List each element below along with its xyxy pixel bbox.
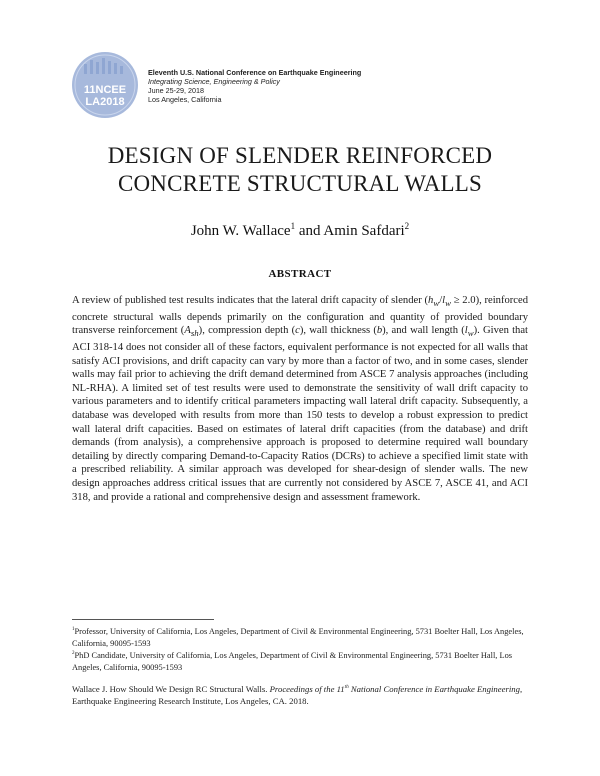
author-2: Amin Safdari bbox=[323, 223, 405, 239]
citation-tail: , Earthquake Engineering Research Institute, Los Angeles, CA. 2018. bbox=[72, 684, 523, 707]
footnote-2-text: PhD Candidate, University of California, Los Angeles, Department of Civil & Environmental Engineering, 5731 Boelter Hall, Los Angeles, California, 90095-1593 bbox=[72, 651, 513, 672]
paper-title bbox=[0, 142, 600, 198]
author-1-footnote-mark: 1 bbox=[290, 221, 296, 231]
conference-title: Eleventh U.S. National Conference on Earthquake Engineering bbox=[148, 68, 362, 77]
citation-proceedings: Proceedings of the 11th National Conference in Earthquake Engineering bbox=[269, 684, 520, 694]
symbol-slash: / bbox=[439, 295, 443, 306]
abstract-body bbox=[72, 294, 528, 504]
symbol-lw: $l_w$ bbox=[442, 295, 452, 309]
aspect-ratio-value: ≥ 2.0 bbox=[451, 295, 476, 306]
symbol-lw-2: $l_w$ bbox=[464, 325, 474, 339]
author-list bbox=[0, 222, 600, 240]
footnote-1 bbox=[72, 626, 532, 650]
author-1: John W. Wallace bbox=[190, 223, 291, 239]
footnote-1-text: Professor, University of California, Los Angeles, Department of Civil & Environmental Engineering, 5731 Boelter Hall, Los Angeles, California, 90095-1593 bbox=[72, 627, 524, 648]
paper-title-line1: DESIGN OF SLENDER REINFORCED bbox=[107, 143, 493, 168]
paper-title-line2: CONCRETE STRUCTURAL WALLS bbox=[117, 171, 483, 196]
logo-text-line1: 11NCEE bbox=[83, 84, 127, 96]
abstract-text-1: A review of published test results indicates that the lateral drift capacity of slender ( bbox=[72, 295, 429, 306]
logo-text-line2: LA2018 bbox=[85, 96, 125, 108]
footnote-1-mark: 1 bbox=[72, 627, 75, 633]
conference-subtitle: Integrating Science, Engineering & Policy bbox=[148, 77, 280, 86]
abstract-text-5: ), and wall length ( bbox=[382, 325, 465, 337]
symbol-b: b bbox=[376, 325, 383, 337]
abstract-text-6: ). Given that ACI 318-14 does not consider all of these factors, equivalent performance is not expected for all walls that satisfy ACI provisions, and drift capacity can vary by more than a factor of two, and in some cases, slender walls may fail prior to achieving the drift demand determined from ASCE 7 analysis approaches (including NL-RHA). A limited set of test results were used to demonstrate the sensitivity of wall drift capacity to various parameters and to identify critical parameters impacting wall lateral drift capacity. Subsequently, a database was developed with results from more than 150 tests to develop a robust expression to predict wall lateral drift capacities. Based on estimates of lateral drift capacities (from the database) and drift demands (from analysis), a comprehensive approach is proposed to determine required wall boundary detailing by directly comparing Demand-to-Capacity Ratios (DCRs) to achieve a specified limit state with a prescribed reliability. A similar approach was developed for shear-design of slender walls. The new design approaches address critical issues that are currently not considered by ASCE 7, ASCE 41, and ACI 318, and provide a rational and comprehensive design and assessment framework. bbox=[72, 325, 529, 503]
abstract-text-2: ), reinforced concrete structural walls depends primarily on the configuration and quantity of provided boundary transverse reinforcement ( bbox=[72, 295, 528, 337]
citation-lead: Wallace J. How Should We Design RC Structural Walls. bbox=[72, 684, 270, 694]
conference-dates: June 25-29, 2018 bbox=[148, 86, 204, 95]
footnote-2-mark: 2 bbox=[72, 651, 75, 657]
citation bbox=[72, 683, 532, 708]
author-connector: and bbox=[295, 223, 324, 239]
conference-logo bbox=[72, 52, 138, 118]
symbol-hw: $h_w$ bbox=[428, 295, 440, 309]
author-2-footnote-mark: 2 bbox=[404, 221, 410, 231]
symbol-ash: $A_{sh}$ bbox=[184, 325, 199, 339]
abstract-heading: ABSTRACT bbox=[268, 268, 332, 280]
footnote-2 bbox=[72, 650, 532, 674]
symbol-c: c bbox=[295, 325, 300, 337]
conference-location: Los Angeles, California bbox=[148, 95, 222, 104]
footnote-divider bbox=[72, 619, 214, 620]
abstract-text-3: ), compression depth ( bbox=[198, 325, 296, 337]
abstract-text-4: ), wall thickness ( bbox=[299, 325, 377, 337]
